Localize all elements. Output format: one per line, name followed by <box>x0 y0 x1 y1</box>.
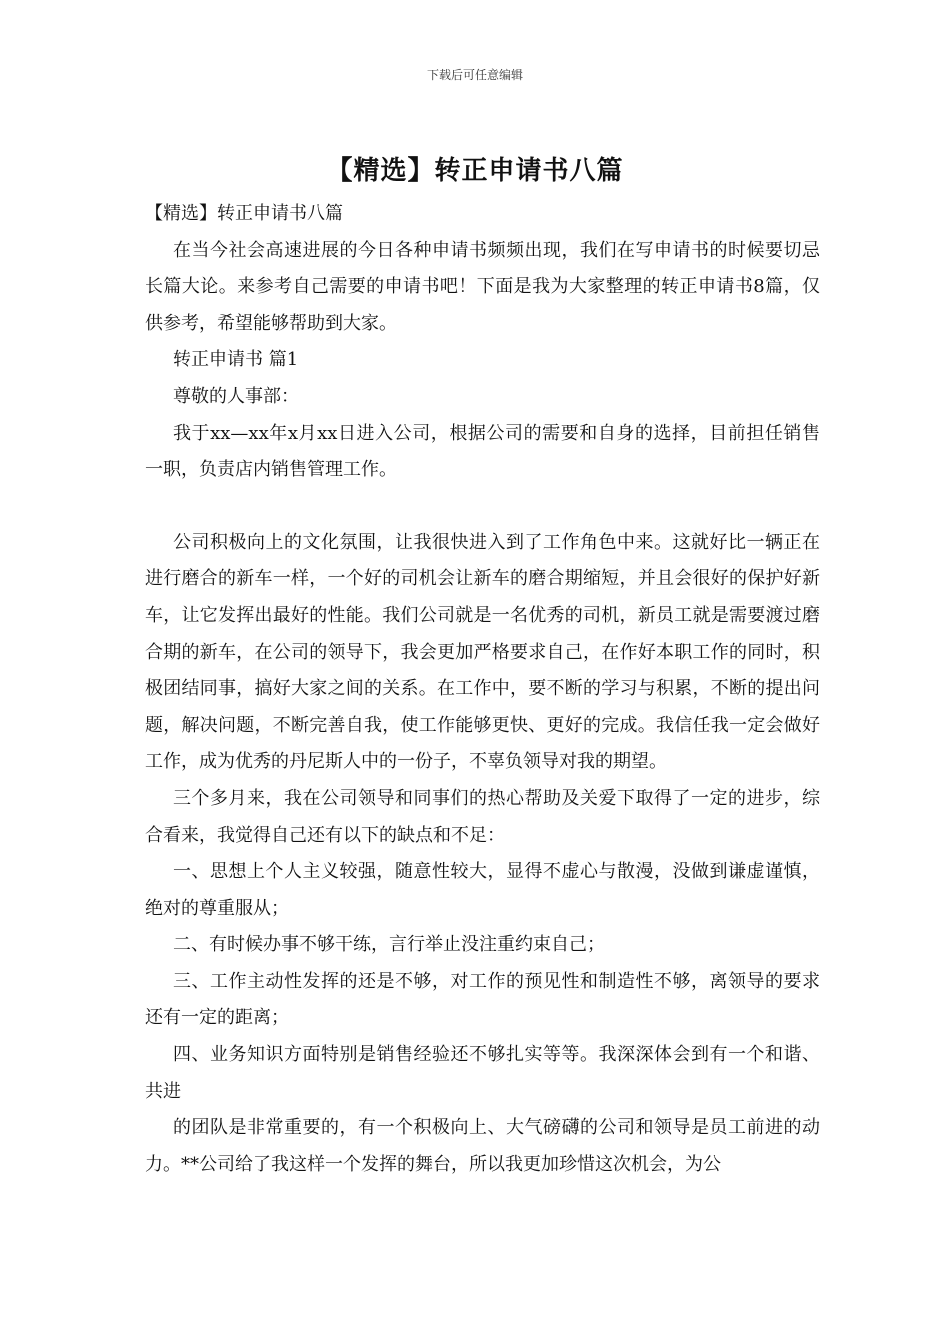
list-item: 四、业务知识方面特别是销售经验还不够扎实等等。我深深体会到有一个和谐、共进 <box>145 1044 820 1102</box>
paragraph-gap <box>145 489 820 525</box>
salutation: 尊敬的人事部： <box>173 385 299 407</box>
page-header-note: 下载后可任意编辑 <box>426 68 523 82</box>
subtitle-paragraph: 【精选】转正申请书八篇 <box>145 203 343 224</box>
body-paragraph: 我于xx—xx年x月xx日进入公司，根据公司的需要和自身的选择，目前担任销售一职，负责店内销售管理工作。 <box>145 422 820 481</box>
document-body <box>145 196 820 1183</box>
section-heading: 转正申请书 篇1 <box>173 349 299 371</box>
body-paragraph: 公司积极向上的文化氛围，让我很快进入到了工作角色中来。这就好比一辆正在进行磨合的新车一样，一个好的司机会让新车的磨合期缩短，并且会很好的保护好新车，让它发挥出最好的性能。我们公司就是一名优秀的司机，新员工就是需要渡过磨合期的新车，在公司的领导下，我会更加严格要求自己，在作好本职工作的同时，积极团结同事，搞好大家之间的关系。在工作中，要不断的学习与积累，不断的提出问题，解决问题，不断完善自我，使工作能够更快、更好的完成。我信任我一定会做好工作，成为优秀的丹尼斯人中的一份子，不辜负领导对我的期望。 <box>145 531 820 773</box>
body-paragraph: 的团队是非常重要的，有一个积极向上、大气磅礴的公司和领导是员工前进的动力。**公司给了我这样一个发挥的舞台，所以我更加珍惜这次机会，为公 <box>145 1117 820 1175</box>
list-item: 一、思想上个人主义较强，随意性较大，显得不虚心与散漫，没做到谦虚谨慎，绝对的尊重服从； <box>145 861 820 919</box>
body-paragraph: 三个多月来，我在公司领导和同事们的热心帮助及关爱下取得了一定的进步，综合看来，我觉得自己还有以下的缺点和不足： <box>145 787 820 846</box>
intro-paragraph: 在当今社会高速进展的今日各种申请书频频出现，我们在写申请书的时候要切忌长篇大论。来参考自己需要的申请书吧！下面是我为大家整理的转正申请书8篇，仅供参考，希望能够帮助到大家。 <box>145 239 820 334</box>
document-title: 【精选】转正申请书八篇 <box>326 156 624 186</box>
list-item: 二、有时候办事不够干练，言行举止没注重约束自己； <box>173 934 605 956</box>
list-item: 三、工作主动性发挥的还是不够，对工作的预见性和制造性不够，离领导的要求还有一定的距离； <box>145 970 820 1029</box>
